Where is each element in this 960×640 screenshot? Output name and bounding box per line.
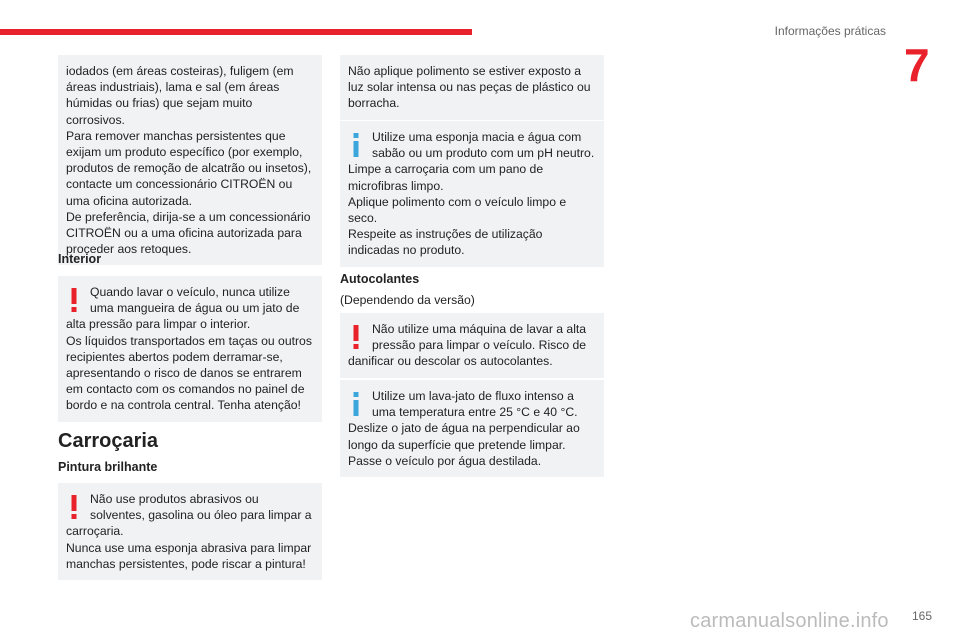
text-line: em contacto com os comandos no painel de	[66, 382, 305, 397]
text-line: microfibras limpo.	[348, 178, 444, 193]
chapter-number: 7	[904, 39, 930, 91]
interior-heading: Interior	[58, 252, 102, 266]
exclamation-icon	[70, 288, 78, 312]
pintura-heading: Pintura brilhante	[58, 460, 158, 474]
text-line: Não aplique polimento se estiver exposto a	[348, 64, 582, 78]
text-line: danificar ou descolar os autocolantes.	[348, 354, 553, 369]
carrocaria-heading: Carroçaria	[58, 430, 159, 452]
info-box-polish	[340, 121, 604, 267]
text-line: contacte um concessionário CITROËN ou	[66, 177, 293, 192]
text-line: Aplique polimento com o veículo limpo e	[348, 194, 567, 209]
text-line: Quando lavar o veículo, nunca utilize	[90, 285, 290, 299]
text-line: áreas industriais), lama e sal (em áreas	[66, 80, 280, 95]
section-title: Informações práticas	[774, 24, 886, 38]
text-line: solventes, gasolina ou óleo para limpar a	[90, 508, 312, 523]
continued-text-box	[58, 55, 322, 265]
continued-text-box-right	[340, 55, 604, 120]
text-line: recipientes abertos podem derramar-se,	[66, 349, 283, 364]
text-line: De preferência, dirija-se a um concessionário	[66, 209, 311, 224]
text-line: longo da superfície que pretende limpar.	[348, 437, 566, 452]
text-line: Os líquidos transportados em taças ou outros	[66, 333, 312, 348]
text-line: proceder aos retoques.	[66, 242, 192, 257]
warning-box-interior	[58, 276, 322, 422]
text-line: Deslize o jato de água na perpendicular ao	[348, 421, 580, 436]
text-line: Nunca use uma esponja abrasiva para limpar	[66, 540, 312, 555]
text-line: apresentando o risco de danos se entrarem	[66, 366, 302, 381]
text-line: produtos de remoção de alcatrão ou insetos),	[66, 161, 312, 176]
page-number: 165	[911, 609, 932, 623]
text-line: carroçaria.	[66, 524, 124, 539]
text-line: Passe o veículo por água destilada.	[348, 453, 542, 468]
info-icon	[352, 392, 360, 416]
text-line: bordo e na controla central. Tenha atenção!	[66, 398, 301, 413]
text-line: indicadas no produto.	[348, 243, 465, 258]
text-line: exijam um produto específico (por exemplo,	[66, 145, 303, 160]
text-line: uma temperatura entre 25 °C e 40 °C.	[372, 405, 578, 420]
text-line: Limpe a carroçaria com um pano de	[348, 162, 544, 177]
text-line: iodados (em áreas costeiras), fuligem (em	[66, 64, 294, 78]
watermark: carmanualsonline.info	[690, 610, 889, 632]
exclamation-icon	[70, 495, 78, 519]
text-line: uma mangueira de água ou um jato de	[90, 301, 300, 316]
warning-box-autocolantes	[340, 313, 604, 378]
warning-box-pintura	[58, 483, 322, 580]
text-line: luz solar intensa ou nas peças de plástico ou	[348, 80, 591, 95]
text-line: Não use produtos abrasivos ou	[90, 492, 259, 506]
text-line: pressão para limpar o veículo. Risco de	[372, 338, 587, 353]
text-line: CITROËN ou a uma oficina autorizada para	[66, 226, 302, 241]
text-line: manchas persistentes, pode riscar a pintura!	[66, 556, 306, 571]
text-line: seco.	[348, 211, 378, 226]
header-red-bar	[0, 29, 472, 35]
text-line: húmidas ou frias) que sejam muito corrosivos.	[66, 96, 253, 127]
text-line: sabão ou um produto com um pH neutro.	[372, 146, 595, 161]
exclamation-icon	[352, 325, 360, 349]
text-line: Utilize um lava-jato de fluxo intenso a	[372, 389, 574, 403]
info-icon	[352, 133, 360, 157]
text-line: Não utilize uma máquina de lavar a alta	[372, 322, 587, 336]
autocolantes-heading: Autocolantes	[340, 272, 420, 286]
text-line: uma oficina autorizada.	[66, 193, 193, 208]
text-line: alta pressão para limpar o interior.	[66, 317, 251, 332]
version-note: (Dependendo da versão)	[340, 293, 475, 307]
info-box-autocolantes	[340, 380, 604, 477]
text-line: Utilize uma esponja macia e água com	[372, 130, 582, 144]
text-line: Para remover manchas persistentes que	[66, 128, 286, 143]
text-line: borracha.	[348, 96, 400, 111]
text-line: Respeite as instruções de utilização	[348, 227, 543, 242]
